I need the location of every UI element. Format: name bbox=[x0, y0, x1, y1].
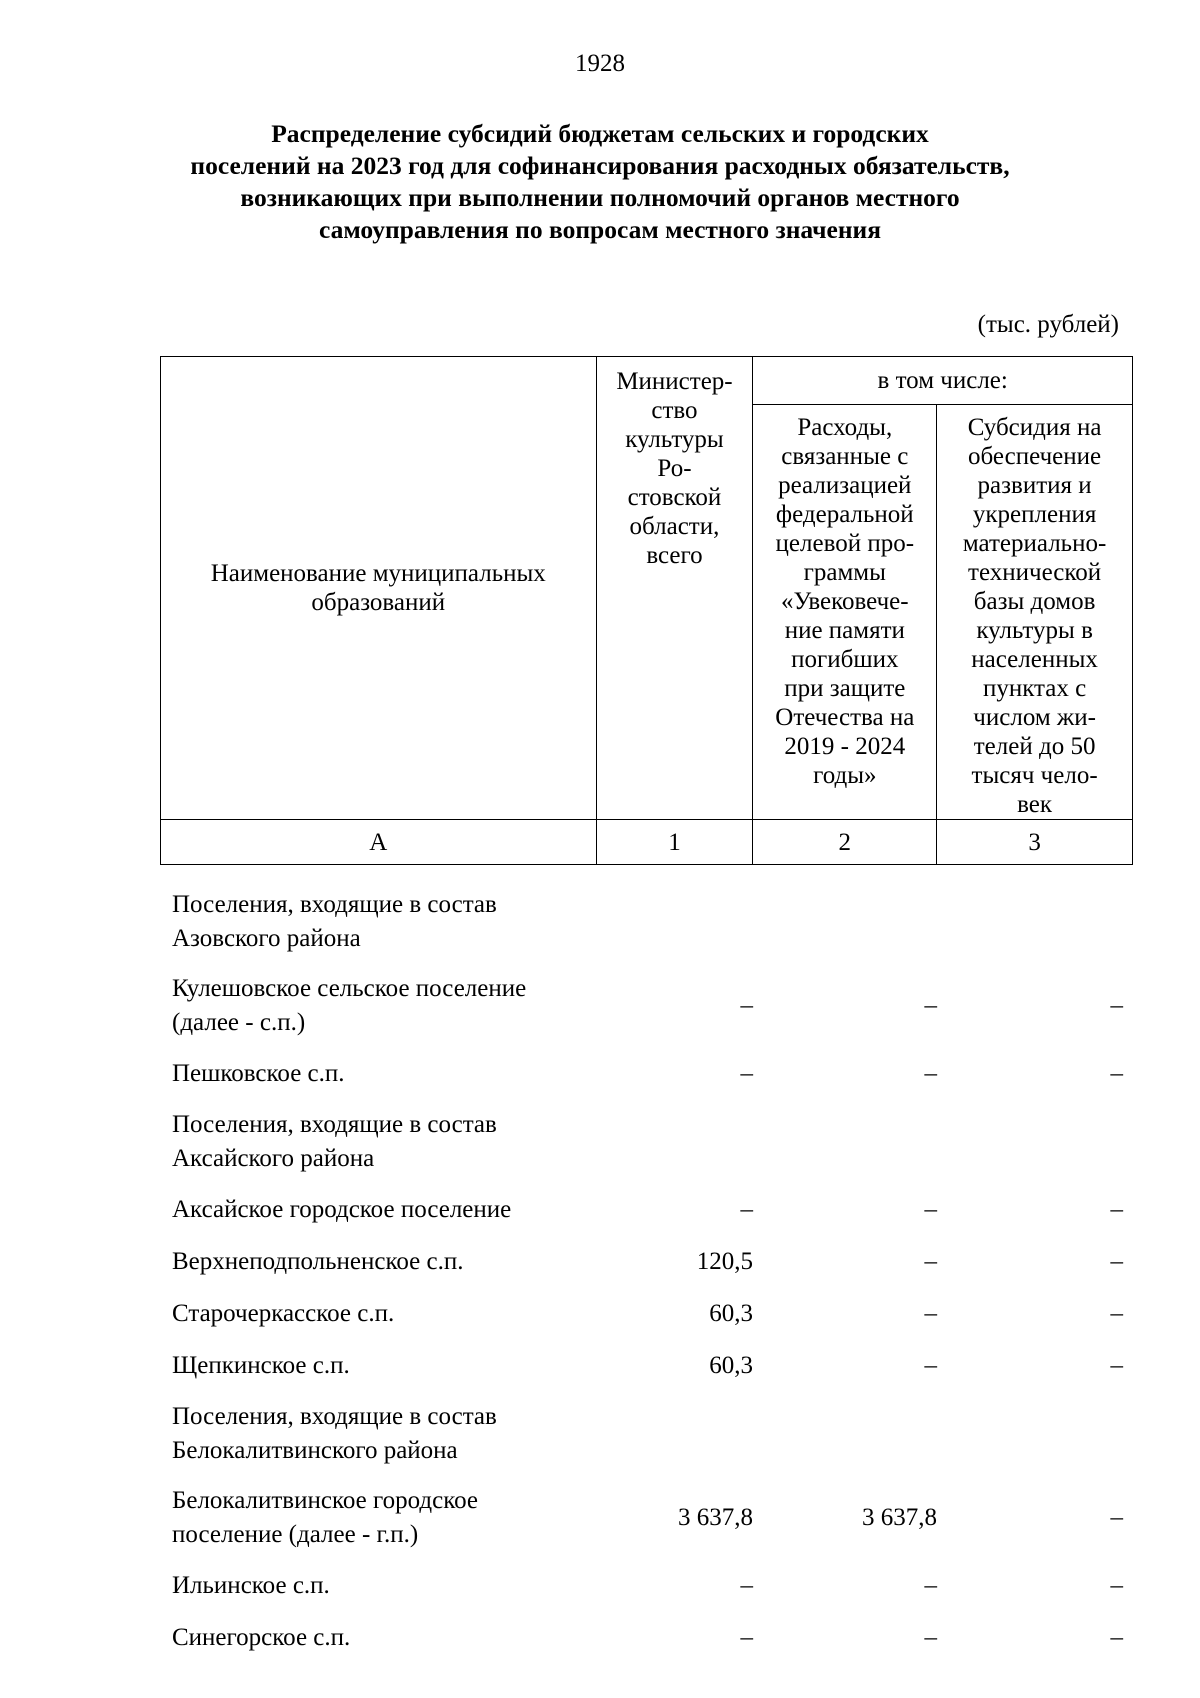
value-cell-c1: – bbox=[740, 1572, 753, 1599]
header-line: укрепления bbox=[972, 501, 1097, 528]
value-cell-c2: – bbox=[924, 1196, 937, 1223]
header-line: целевой про- bbox=[775, 530, 915, 557]
header-line: связанные с bbox=[781, 443, 909, 470]
value-cell-c3: – bbox=[1110, 1060, 1123, 1087]
header-line: пунктах с bbox=[982, 675, 1087, 702]
header-line: «Увековече- bbox=[780, 588, 909, 615]
value-cell-c3: – bbox=[1110, 1624, 1123, 1651]
table-row bbox=[160, 1292, 1133, 1336]
header-line: развития и bbox=[977, 472, 1092, 499]
municipality-name bbox=[160, 888, 596, 956]
value-cell-c2: – bbox=[924, 1060, 937, 1087]
value-cell-c2: – bbox=[924, 1352, 937, 1379]
table-row bbox=[160, 1480, 1133, 1556]
municipality-name-line: Азовского района bbox=[172, 925, 361, 952]
header-line: стовской bbox=[627, 484, 722, 511]
header-line: области, bbox=[629, 513, 720, 540]
header-line: Ро- bbox=[657, 455, 692, 482]
table-row bbox=[160, 1616, 1133, 1660]
header-line: тысяч чело- bbox=[971, 762, 1098, 789]
municipality-name-line: Поселения, входящие в состав bbox=[172, 1403, 497, 1430]
value-cell-c3: – bbox=[1110, 1352, 1123, 1379]
header-including: в том числе: bbox=[753, 357, 1133, 405]
header-line: 2019 - 2024 bbox=[784, 733, 906, 760]
title-line: Распределение субсидий бюджетам сельских и городских bbox=[271, 119, 929, 148]
header-line: Наименование муниципальных bbox=[210, 560, 546, 587]
table-row bbox=[160, 1564, 1133, 1608]
header-line: технической bbox=[968, 559, 1102, 586]
header-line: ство bbox=[651, 397, 698, 424]
municipality-name bbox=[160, 1484, 596, 1552]
column-letter: 2 bbox=[753, 820, 937, 865]
municipality-name bbox=[160, 1621, 596, 1655]
header-line: Расходы, bbox=[797, 414, 893, 441]
municipality-name-line: Старочеркасское с.п. bbox=[172, 1300, 395, 1327]
title-line: самоуправления по вопросам местного значения bbox=[319, 215, 881, 244]
header-line: телей до 50 bbox=[973, 733, 1096, 760]
district-group-row bbox=[160, 1396, 1133, 1472]
title-line: возникающих при выполнении полномочий органов местного bbox=[240, 183, 960, 212]
header-line: базы домов bbox=[973, 588, 1096, 615]
municipality-name-line: Белокалитвинское городское bbox=[172, 1487, 478, 1514]
value-cell-c1: 120,5 bbox=[696, 1248, 753, 1275]
municipality-name-line: (далее - с.п.) bbox=[172, 1009, 306, 1036]
municipality-name bbox=[160, 1569, 596, 1603]
header-line: при защите bbox=[784, 675, 906, 702]
municipality-name-line: Верхнеподпольненское с.п. bbox=[172, 1248, 464, 1275]
value-cell-c1: 60,3 bbox=[709, 1352, 753, 1379]
header-line: век bbox=[1017, 791, 1053, 818]
value-cell-c3: – bbox=[1110, 992, 1123, 1019]
table-row bbox=[160, 1240, 1133, 1284]
value-cell-c1: – bbox=[740, 1624, 753, 1651]
header-culture-subsidy bbox=[937, 405, 1133, 820]
municipality-name-line: Кулешовское сельское поселение bbox=[172, 975, 527, 1002]
header-line: реализацией bbox=[778, 472, 912, 499]
value-cell-c3: – bbox=[1110, 1196, 1123, 1223]
title-line: поселений на 2023 год для софинансирования расходных обязательств, bbox=[190, 151, 1010, 180]
table-row bbox=[160, 1052, 1133, 1096]
municipality-name bbox=[160, 1193, 596, 1227]
municipality-name-line: Поселения, входящие в состав bbox=[172, 1111, 497, 1138]
municipality-name bbox=[160, 1245, 596, 1279]
header-line: обеспечение bbox=[968, 443, 1102, 470]
value-cell-c2: – bbox=[924, 1572, 937, 1599]
header-municipality bbox=[161, 357, 597, 820]
municipality-name bbox=[160, 972, 596, 1040]
table-row bbox=[160, 968, 1133, 1044]
value-cell-c2: – bbox=[924, 992, 937, 1019]
value-cell-c2: – bbox=[924, 1300, 937, 1327]
municipality-name-line: Синегорское с.п. bbox=[172, 1624, 351, 1651]
value-cell-c1: – bbox=[740, 992, 753, 1019]
document-title bbox=[160, 118, 1040, 246]
value-cell-c1: – bbox=[740, 1196, 753, 1223]
municipality-name-line: Аксайского района bbox=[172, 1145, 375, 1172]
table-row bbox=[160, 1344, 1133, 1388]
header-line: всего bbox=[646, 542, 703, 569]
municipality-name bbox=[160, 1057, 596, 1091]
value-cell-c3: – bbox=[1110, 1300, 1123, 1327]
value-cell-c1: – bbox=[740, 1060, 753, 1087]
header-ministry-total bbox=[596, 357, 753, 820]
municipality-name bbox=[160, 1349, 596, 1383]
header-line: граммы bbox=[803, 559, 886, 586]
header-line: культуры в bbox=[976, 617, 1093, 644]
value-cell-c3: – bbox=[1110, 1572, 1123, 1599]
table-header bbox=[160, 356, 1133, 865]
municipality-name-line: Белокалитвинского района bbox=[172, 1437, 458, 1464]
header-line: федеральной bbox=[775, 501, 914, 528]
municipality-name bbox=[160, 1297, 596, 1331]
header-line: Отечества на bbox=[775, 704, 915, 731]
value-cell-c1: 60,3 bbox=[709, 1300, 753, 1327]
municipality-name-line: Поселения, входящие в состав bbox=[172, 891, 497, 918]
value-cell-c2: 3 637,8 bbox=[862, 1504, 937, 1531]
district-group-row bbox=[160, 884, 1133, 960]
district-group-row bbox=[160, 1104, 1133, 1180]
page-number: 1928 bbox=[575, 50, 625, 77]
header-line: годы» bbox=[813, 762, 877, 789]
column-letter: 3 bbox=[937, 820, 1133, 865]
value-cell-c3: – bbox=[1110, 1248, 1123, 1275]
header-line: Субсидия на bbox=[967, 414, 1102, 441]
municipality-name-line: Ильинское с.п. bbox=[172, 1572, 330, 1599]
header-line: культуры bbox=[625, 426, 724, 453]
header-line: числом жи- bbox=[973, 704, 1096, 731]
column-letter: 1 bbox=[596, 820, 753, 865]
municipality-name bbox=[160, 1108, 596, 1176]
municipality-name-line: поселение (далее - г.п.) bbox=[172, 1521, 419, 1548]
value-cell-c2: – bbox=[924, 1248, 937, 1275]
table-body bbox=[160, 884, 1133, 1660]
header-line: ние памяти bbox=[784, 617, 905, 644]
municipality-name-line: Аксайское городское поселение bbox=[172, 1196, 512, 1223]
table-row bbox=[160, 1188, 1133, 1232]
header-line: Министер- bbox=[616, 368, 733, 395]
header-line: населенных bbox=[971, 646, 1098, 673]
municipality-name-line: Пешковское с.п. bbox=[172, 1060, 345, 1087]
value-cell-c2: – bbox=[924, 1624, 937, 1651]
column-letter: А bbox=[161, 820, 597, 865]
municipality-name-line: Щепкинское с.п. bbox=[172, 1352, 350, 1379]
value-cell-c3: – bbox=[1110, 1504, 1123, 1531]
header-federal-program bbox=[753, 405, 937, 820]
value-cell-c1: 3 637,8 bbox=[678, 1504, 753, 1531]
unit-note: (тыс. рублей) bbox=[977, 311, 1119, 338]
header-line: материально- bbox=[962, 530, 1107, 557]
column-letters-row bbox=[161, 820, 1133, 865]
header-line: образований bbox=[311, 589, 446, 616]
header-line: погибших bbox=[791, 646, 899, 673]
municipality-name bbox=[160, 1400, 596, 1468]
